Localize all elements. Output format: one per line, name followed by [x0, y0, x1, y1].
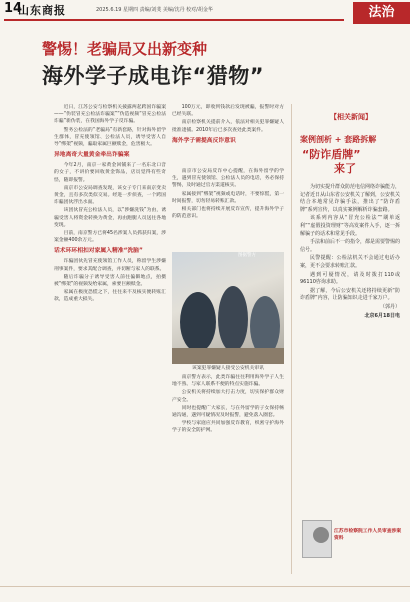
paragraph: 公安机关将持续加大打击力度，切实保护群众财产安全。 [172, 390, 284, 403]
avatar [313, 527, 329, 543]
footer-rule [0, 586, 410, 587]
news-photo [172, 252, 284, 364]
paragraph: 该团伙冒充公检法人员，以“涉嫌洗钱”为由，诱骗受害人将资金转换为黄金，再由跑腿人员送往各地变现。 [54, 208, 166, 228]
paragraph: 同时也提醒广大家长，与在外留学的子女保持畅通沟通，遇到可疑情况及时报警，避免落入圈套。 [172, 405, 284, 419]
section-label: 法治 [368, 5, 395, 20]
sidebar-title-line-3: 来了 [334, 162, 356, 175]
photo-credit: 图据警方 [238, 253, 256, 258]
paragraph: 学校与家庭应共同加强反诈教育，织密守护海外学子的安全防护网。 [172, 421, 284, 434]
section-tag [353, 2, 410, 24]
subheading: 海外学子需提高反诈意识 [172, 137, 236, 144]
paragraph: 警务公检法的“老骗局”有新套路，针对海外留学生群体，冒充使领馆、公检法人员，诱导受害人自导“绑架”视频，骗取家属巨额赎金，危害极大。 [54, 127, 166, 148]
dateline: 北京6月18日电 [364, 312, 400, 319]
article-kicker: 警惕！老骗局又出新变种 [42, 40, 208, 58]
paragraph: 今年2月，南京一家黄金回铺来了一名东北口音的女子，不讲价要回收黄金饰品，店员觉得有些奇怪，随即报警。 [54, 163, 166, 183]
article-column-3 [172, 168, 284, 221]
byline: （郭丹） [379, 303, 400, 310]
paragraph: 100万元，即收到钱款后发现被骗，报警时对方已经失联。 [172, 105, 284, 118]
paragraph: 遇到可疑情况，请及时拨打110或96110咨询求助。 [300, 271, 400, 286]
article-headline: 海外学子成电诈“猎物” [42, 64, 265, 88]
sidebar-title-line-2: “防诈盾牌” [302, 148, 361, 161]
paragraph: 家属接到“绑架”视频或电话时，不要惊慌，第一时间报警，切勿轻易转账汇款。 [172, 191, 284, 204]
person-figure [250, 296, 280, 356]
newspaper-name: 山东商报 [18, 4, 66, 17]
paragraph: 目前，南京警方已将45名涉案人员抓获归案，涉案金额400余万元。 [54, 231, 166, 244]
sidebar-title-line-1: 案例剖析 + 套路拆解 [300, 135, 377, 144]
header-rule [4, 19, 344, 21]
page-number: 14 [4, 1, 23, 16]
paragraph: 近日，江苏公安与检察机关披露两起跨国诈骗案——“伪装冒充公检法诈骗案”“伪造视频“冒充公检法诈骗”新伪装，在我国海外学子反诈骗。 [54, 105, 166, 125]
issue-meta: 2025.6.19 星期四 责编/刘斐 美编/沈丹 校对/胡金华 [96, 7, 213, 13]
sidebar-body [300, 184, 400, 321]
paragraph: 该系列内容从“冒充公检法”“刷单返利”“虚假投资理财”等高发案件入手，逐一拆解骗子的话术和常见手段。 [300, 215, 400, 237]
subheading: 异地离奇大量黄金牵出诈骗案 [54, 152, 130, 159]
staff-photo-block [296, 520, 404, 575]
paragraph: 南京市公安局反诈中心提醒，在海外留学的学生，遇到冒充使领馆、公检法人员的电话，务必保持警惕，及时通过官方渠道核实。 [172, 169, 284, 189]
sidebar-divider [291, 104, 292, 574]
person-figure [180, 292, 216, 352]
desk-surface [172, 348, 284, 364]
paragraph: 据了解，今后公安机关还将持续更新“防诈盾牌”内容，让防骗知识走进千家万户。 [300, 287, 400, 302]
paragraph: 南京市公安局调查发现，该女子专门来南京变卖黄金，且有多次类似交易。经进一步侦查，一个跨国诈骗团伙浮出水面。 [54, 185, 166, 206]
related-news-label: 【相关新闻】 [330, 113, 372, 121]
article-column-1 [54, 104, 166, 305]
subheading: 话术环环相扣对家属入精准“洗脑” [54, 248, 143, 255]
photo-caption: 该案犯罪嫌疑人接受公安机关审讯 [192, 366, 264, 371]
paragraph: 南京检察机关提前介入，依法对相关犯罪嫌疑人批准逮捕。2010年后已多次查处此类案件。 [172, 120, 284, 133]
staff-photo [302, 520, 332, 558]
paragraph: 诈骗团伙先冒充使领馆工作人员，称留学生涉嫌刑事案件，要求其配合调查，并切断与家人的联系。 [54, 259, 166, 272]
paragraph: 相关部门也将持续开展反诈宣传，提升海外学子的防范意识。 [172, 207, 284, 220]
person-figure [218, 286, 248, 352]
paragraph: 随后诈骗分子诱导受害人前往偏僻地点，拍摄被“绑架”的视频发给家属，索要巨额赎金。 [54, 274, 166, 288]
article-column-2 [172, 104, 284, 148]
paragraph: 家属在极度恐慌之下，往往来不及核实便转账汇款，造成重大损失。 [54, 290, 166, 303]
article-column-4 [172, 374, 284, 436]
paragraph: 为切实提升群众防范电信网络诈骗能力，记者近日从山东省公安机关了解到，公安机关结合本地常见诈骗手法，推出了“防诈盾牌”系列宣传，以真实案例解析诈骗套路。 [300, 184, 401, 213]
related-news-sidebar [296, 112, 404, 582]
paragraph: 民警提醒：公检法机关不会通过电话办案，更不会要求转账汇款。 [300, 255, 400, 269]
page-header [0, 0, 410, 20]
paragraph: 南京警方表示，此类诈骗往往利用海外学子人生地不熟、与家人联系不便的特点实施诈骗。 [172, 375, 284, 388]
paragraph: 手法和前后不一的指令，都是需要警惕的信号。 [300, 239, 401, 253]
staff-photo-caption: 江苏市检察院工作人员审查涉案资料 [334, 529, 402, 541]
